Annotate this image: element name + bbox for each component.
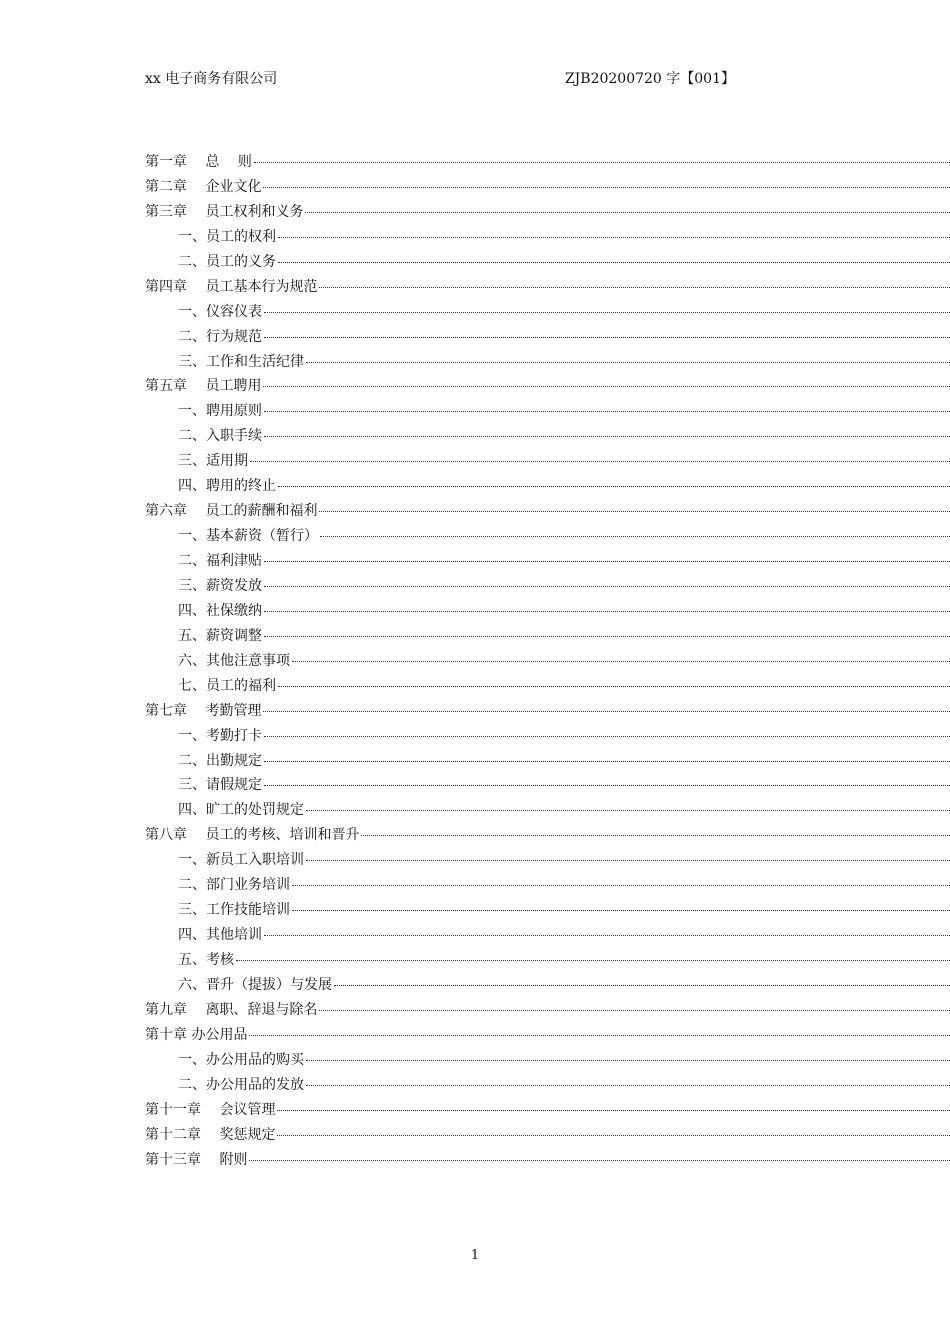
toc-entry-label: 三、薪资发放: [178, 577, 262, 594]
toc-entry-label: 五、薪资调整: [178, 627, 262, 644]
toc-dot-leader: [361, 834, 950, 836]
toc-entry-label: 一、考勤打卡: [178, 727, 262, 744]
page-footer: [0, 1248, 950, 1263]
page-header: [145, 68, 735, 92]
toc-dot-leader: [264, 610, 950, 612]
toc-entry-label: 三、请假规定: [178, 777, 262, 794]
toc-dot-leader: [264, 784, 950, 786]
toc-section-entry[interactable]: [145, 848, 950, 873]
toc-dot-leader: [292, 884, 950, 886]
toc-entry-label: 六、晋升（提拔）与发展: [178, 976, 332, 993]
toc-dot-leader: [264, 560, 950, 562]
toc-dot-leader: [236, 959, 950, 961]
toc-dot-leader: [306, 361, 950, 363]
document-number: ZJB20200720 字【001】: [564, 71, 735, 87]
toc-section-entry[interactable]: [145, 225, 950, 250]
toc-chapter-entry[interactable]: [145, 175, 950, 200]
toc-entry-label: 四、聘用的终止: [178, 478, 276, 495]
toc-dot-leader: [278, 236, 950, 238]
toc-section-entry[interactable]: [145, 549, 950, 574]
toc-section-entry[interactable]: [145, 773, 950, 798]
toc-dot-leader: [278, 685, 950, 687]
toc-dot-leader: [292, 909, 950, 911]
toc-entry-label: 四、其他培训: [178, 927, 262, 944]
toc-dot-leader: [264, 760, 950, 762]
toc-section-entry[interactable]: [145, 798, 950, 823]
toc-entry-label: 二、办公用品的发放: [178, 1076, 304, 1093]
toc-entry-label: 第二章 企业文化: [145, 178, 262, 195]
toc-dot-leader: [319, 510, 950, 512]
toc-dot-leader: [263, 385, 950, 387]
toc-section-entry[interactable]: [145, 724, 950, 749]
toc-section-entry[interactable]: [145, 948, 950, 973]
toc-entry-label: 一、新员工入职培训: [178, 852, 304, 869]
toc-dot-leader: [264, 735, 950, 737]
toc-section-entry[interactable]: [145, 749, 950, 774]
toc-chapter-entry[interactable]: [145, 998, 950, 1023]
toc-dot-leader: [319, 1009, 950, 1011]
toc-chapter-entry[interactable]: [145, 823, 950, 848]
toc-entry-label: 第十二章 奖惩规定: [145, 1126, 276, 1143]
toc-dot-leader: [264, 336, 950, 338]
toc-entry-label: 第三章 员工权利和义务: [145, 203, 304, 220]
toc-dot-leader: [249, 1159, 950, 1161]
toc-entry-label: 第四章 员工基本行为规范: [145, 278, 318, 295]
toc-dot-leader: [306, 859, 950, 861]
toc-entry-label: 第六章 员工的薪酬和福利: [145, 503, 318, 520]
toc-dot-leader: [277, 1109, 950, 1111]
toc-entry-label: 四、社保缴纳: [178, 602, 262, 619]
toc-section-entry[interactable]: [145, 873, 950, 898]
toc-dot-leader: [305, 211, 950, 213]
toc-entry-label: 一、员工的权利: [178, 228, 276, 245]
toc-section-entry[interactable]: [145, 574, 950, 599]
toc-dot-leader: [263, 710, 950, 712]
toc-entry-label: 四、旷工的处罚规定: [178, 802, 304, 819]
toc-section-entry[interactable]: [145, 649, 950, 674]
toc-dot-leader: [264, 410, 950, 412]
toc-section-entry[interactable]: [145, 624, 950, 649]
toc-entry-label: 第七章 考勤管理: [145, 702, 262, 719]
toc-dot-leader: [277, 1134, 950, 1136]
toc-entry-label: 第五章 员工聘用: [145, 378, 262, 395]
toc-entry-label: 第十一章 会议管理: [145, 1101, 276, 1118]
company-name: xx 电子商务有限公司: [145, 71, 278, 87]
page-number: 1: [470, 1248, 480, 1263]
toc-entry-label: 七、员工的福利: [178, 677, 276, 694]
toc-entry-label: 二、福利津贴: [178, 553, 262, 569]
toc-chapter-entry[interactable]: [145, 1023, 950, 1048]
toc-dot-leader: [319, 286, 950, 288]
toc-entry-label: 二、入职手续: [178, 428, 262, 445]
toc-entry-label: 第十章 办公用品: [145, 1026, 248, 1043]
toc-chapter-entry[interactable]: [145, 150, 950, 175]
toc-entry-label: 第八章 员工的考核、培训和晋升: [145, 827, 360, 844]
toc-section-entry[interactable]: [145, 1073, 950, 1098]
toc-dot-leader: [250, 460, 950, 462]
toc-entry-label: 一、基本薪资（暂行）: [178, 528, 318, 545]
toc-dot-leader: [306, 1059, 950, 1061]
toc-entry-label: 六、其他注意事项: [178, 652, 290, 669]
toc-dot-leader: [320, 535, 950, 537]
toc-dot-leader: [264, 435, 950, 437]
toc-section-entry[interactable]: [145, 424, 950, 449]
toc-entry-label: 二、出勤规定: [178, 752, 262, 769]
toc-chapter-entry[interactable]: [145, 699, 950, 724]
toc-dot-leader: [264, 585, 950, 587]
toc-entry-label: 三、适用期: [178, 453, 248, 470]
toc-dot-leader: [278, 261, 950, 263]
toc-section-entry[interactable]: [145, 474, 950, 499]
toc-dot-leader: [264, 311, 950, 313]
toc-dot-leader: [334, 984, 950, 986]
toc-dot-leader: [254, 161, 950, 163]
toc-entry-label: 一、仪容仪表: [178, 303, 262, 320]
toc-dot-leader: [263, 186, 950, 188]
toc-section-entry[interactable]: [145, 1048, 950, 1073]
toc-entry-label: 第九章 离职、辞退与除名: [145, 1001, 318, 1018]
toc-section-entry[interactable]: [145, 524, 950, 549]
toc-dot-leader: [306, 809, 950, 811]
toc-chapter-entry[interactable]: [145, 275, 950, 300]
toc-section-entry[interactable]: [145, 300, 950, 325]
toc-entry-label: 五、考核: [178, 952, 234, 968]
toc-entry-label: 二、行为规范: [178, 328, 262, 345]
toc-section-entry[interactable]: [145, 350, 950, 375]
toc-dot-leader: [264, 635, 950, 637]
toc-entry-label: 一、聘用原则: [178, 403, 262, 420]
toc-section-entry[interactable]: [145, 923, 950, 948]
toc-entry-label: 一、办公用品的购买: [178, 1051, 304, 1068]
toc-dot-leader: [278, 485, 950, 487]
toc-section-entry[interactable]: [145, 250, 950, 275]
toc-section-entry[interactable]: [145, 449, 950, 474]
toc-entry-label: 第十三章 附则: [145, 1151, 248, 1168]
toc-dot-leader: [292, 660, 950, 662]
toc-chapter-entry[interactable]: [145, 374, 950, 399]
toc-chapter-entry[interactable]: [145, 200, 950, 225]
toc-dot-leader: [249, 1034, 950, 1036]
toc-dot-leader: [306, 1084, 950, 1086]
table-of-contents: [145, 150, 950, 1172]
toc-chapter-entry[interactable]: [145, 1148, 950, 1173]
toc-section-entry[interactable]: [145, 898, 950, 923]
toc-section-entry[interactable]: [145, 399, 950, 424]
toc-entry-label: 三、工作和生活纪律: [178, 353, 304, 370]
toc-section-entry[interactable]: [145, 325, 950, 350]
toc-entry-label: 二、员工的义务: [178, 253, 276, 270]
toc-entry-label: 第一章 总 则: [145, 154, 252, 170]
toc-dot-leader: [264, 934, 950, 936]
toc-chapter-entry[interactable]: [145, 1123, 950, 1148]
toc-section-entry[interactable]: [145, 973, 950, 998]
toc-section-entry[interactable]: [145, 599, 950, 624]
toc-chapter-entry[interactable]: [145, 1098, 950, 1123]
toc-section-entry[interactable]: [145, 674, 950, 699]
toc-chapter-entry[interactable]: [145, 499, 950, 524]
toc-entry-label: 二、部门业务培训: [178, 877, 290, 894]
toc-entry-label: 三、工作技能培训: [178, 902, 290, 919]
